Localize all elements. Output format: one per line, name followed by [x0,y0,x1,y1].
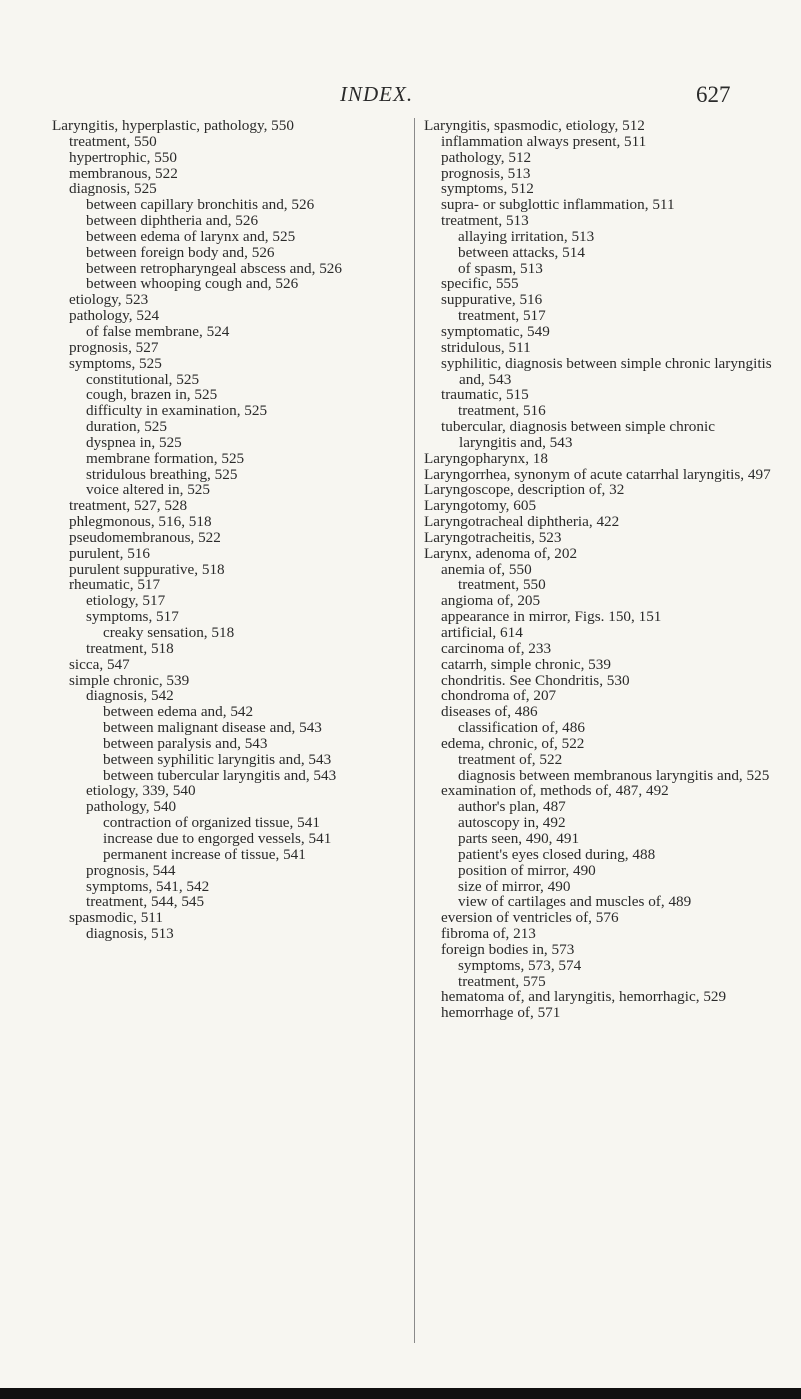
index-entry: diagnosis, 513 [86,925,174,943]
index-entry: examination of, methods of, 487, 492 [441,782,669,800]
index-entry: size of mirror, 490 [458,877,571,895]
index-entry: Laryngorrhea, synonym of acute catarrhal laryngitis, 497 [424,465,771,483]
index-column-right [424,118,774,1021]
index-entry: classification of, 486 [458,719,585,737]
index-entry: inflammation always present, 511 [441,132,647,150]
index-entry: prognosis, 527 [69,338,159,356]
index-column-left [52,118,402,942]
index-entry: Laryngopharynx, 18 [424,449,548,467]
index-entry: permanent increase of tissue, 541 [103,845,306,863]
index-entry: between capillary bronchitis and, 526 [86,196,315,214]
index-entry: treatment, 518 [86,639,174,657]
index-entry: patient's eyes closed during, 488 [458,845,656,863]
index-entry: spasmodic, 511 [69,909,163,927]
column-divider [414,118,415,1343]
scan-edge-bar [0,1388,801,1399]
index-entry: phlegmonous, 516, 518 [69,513,212,531]
index-entry: of spasm, 513 [458,259,543,277]
index-entry: voice altered in, 525 [86,481,210,499]
index-entry: specific, 555 [441,275,519,293]
index-entry: between paralysis and, 543 [103,734,268,752]
index-entry: diseases of, 486 [441,703,538,721]
index-entry: creaky sensation, 518 [103,624,235,641]
index-entry: hypertrophic, 550 [69,148,177,166]
index-entry: duration, 525 [86,418,167,436]
index-entry: treatment, 575 [458,972,546,990]
index-entry: symptoms, 541, 542 [86,877,210,895]
index-entry: between malignant disease and, 543 [103,719,322,737]
index-entry: autoscopy in, 492 [458,814,566,832]
index-entry: syphilitic, diagnosis between simple chronic laryngitis and, 543 [441,354,772,388]
index-entry: etiology, 339, 540 [86,782,196,800]
index-entry: Laryngotomy, 605 [424,497,537,515]
index-entry: between attacks, 514 [458,243,585,261]
index-entry: of false membrane, 524 [86,322,230,340]
index-entry: etiology, 523 [69,291,149,309]
index-entry: between edema and, 542 [103,703,254,721]
index-entry: hemorrhage of, 571 [441,1004,561,1022]
index-entry: pathology, 512 [441,148,532,166]
index-entry: chondroma of, 207 [441,687,557,705]
index-entry: Laryngitis, hyperplastic, pathology, 550 [52,117,294,134]
index-entry: between tubercular laryngitis and, 543 [103,766,337,784]
index-entry: symptomatic, 549 [441,322,550,340]
index-entry: treatment, 516 [458,402,546,420]
index-entry: treatment, 550 [458,576,546,594]
index-entry: etiology, 517 [86,592,166,610]
index-entry: Laryngotracheitis, 523 [424,528,562,546]
index-entry: edema, chronic, of, 522 [441,734,585,752]
index-entry: catarrh, simple chronic, 539 [441,655,611,673]
running-head: INDEX. [340,82,414,106]
index-entry: symptoms, 512 [441,180,534,198]
index-entry: traumatic, 515 [441,386,529,404]
index-entry: membranous, 522 [69,164,178,182]
index-entry: supra- or subglottic inflammation, 511 [441,196,675,214]
index-entry: parts seen, 490, 491 [458,829,580,847]
index-entry: symptoms, 573, 574 [458,956,582,974]
index-entry: dyspnea in, 525 [86,433,182,451]
index-entry: symptoms, 525 [69,354,162,372]
index-entry: position of mirror, 490 [458,861,596,879]
index-entry: Larynx, adenoma of, 202 [424,544,578,562]
index-entry: cough, brazen in, 525 [86,386,218,404]
index-entry: artificial, 614 [441,624,523,641]
index-entry: symptoms, 517 [86,608,179,626]
index-entry: between syphilitic laryngitis and, 543 [103,750,332,768]
index-entry: treatment, 517 [458,307,546,325]
page-number: 627 [696,82,731,107]
index-entry: angioma of, 205 [441,592,541,610]
index-entry: appearance in mirror, Figs. 150, 151 [441,608,662,626]
index-entry: treatment, 527, 528 [69,497,188,515]
index-entry: between diphtheria and, 526 [86,212,259,230]
index-entry: between foreign body and, 526 [86,243,275,261]
index-entry: treatment of, 522 [458,750,563,768]
index-entry: contraction of organized tissue, 541 [103,814,320,832]
index-entry: author's plan, 487 [458,798,566,816]
index-entry: stridulous breathing, 525 [86,465,238,483]
index-entry: purulent suppurative, 518 [69,560,225,578]
index-entry: pseudomembranous, 522 [69,528,221,546]
index-entry: foreign bodies in, 573 [441,940,575,958]
index-entry: between edema of larynx and, 525 [86,227,296,245]
index-entry: rheumatic, 517 [69,576,161,594]
index-entry: eversion of ventricles of, 576 [441,909,619,927]
index-entry: treatment, 513 [441,212,529,230]
index-entry: allaying irritation, 513 [458,227,595,245]
index-entry: diagnosis between membranous laryngitis and, 525 [458,766,770,784]
index-entry: pathology, 524 [69,307,160,325]
index-entry: fibroma of, 213 [441,925,536,943]
index-entry: hematoma of, and laryngitis, hemorrhagic, 529 [441,988,727,1006]
index-entry: prognosis, 544 [86,861,176,879]
page-header [0,82,801,112]
index-entry: between whooping cough and, 526 [86,275,299,293]
index-entry: prognosis, 513 [441,164,531,182]
index-entry: membrane formation, 525 [86,449,245,467]
index-entry: treatment, 550 [69,132,157,150]
index-entry: constitutional, 525 [86,370,200,388]
index-entry: carcinoma of, 233 [441,639,552,657]
index-entry: chondritis. See Chondritis, 530 [441,671,630,689]
index-entry: increase due to engorged vessels, 541 [103,829,332,847]
index-entry: Laryngoscope, description of, 32 [424,481,625,499]
index-entry: view of cartilages and muscles of, 489 [458,893,692,911]
index-entry: tubercular, diagnosis between simple chronic laryngitis and, 543 [441,418,715,451]
index-entry: diagnosis, 542 [86,687,174,705]
index-entry: simple chronic, 539 [69,671,190,689]
index-entry: stridulous, 511 [441,338,531,356]
index-entry: Laryngitis, spasmodic, etiology, 512 [424,117,645,134]
index-entry: anemia of, 550 [441,560,532,578]
index-entry: diagnosis, 525 [69,180,157,198]
index-entry: suppurative, 516 [441,291,543,309]
index-entry: Laryngotracheal diphtheria, 422 [424,513,620,531]
index-entry: difficulty in examination, 525 [86,402,268,420]
index-entry: treatment, 544, 545 [86,893,205,911]
index-entry: purulent, 516 [69,544,150,562]
index-entry: between retropharyngeal abscess and, 526 [86,259,342,277]
index-entry: pathology, 540 [86,798,177,816]
index-entry: sicca, 547 [69,655,130,673]
